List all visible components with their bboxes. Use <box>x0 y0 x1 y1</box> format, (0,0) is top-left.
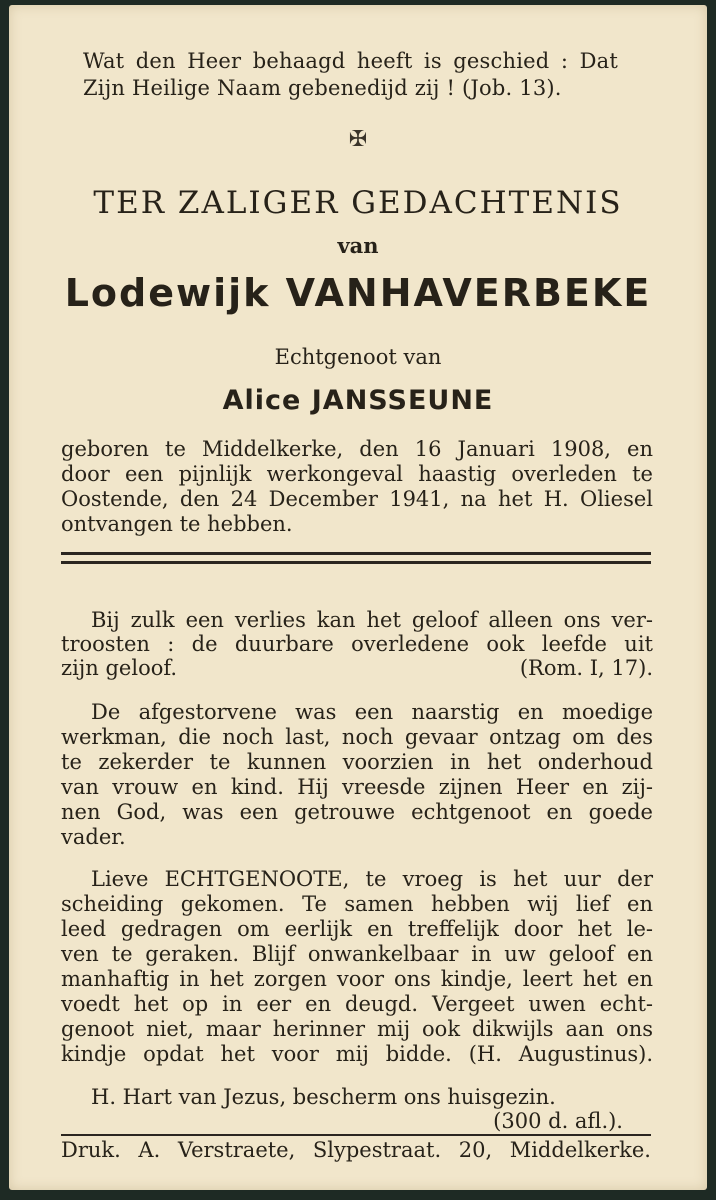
para2-line-6: vader. <box>61 825 126 849</box>
prayer-text: H. Hart van Jezus, bescherm ons huisgezin. <box>91 1085 556 1109</box>
memorial-title: TER ZALIGER GEDACHTENIS <box>93 185 623 221</box>
para1-reference: (Rom. I, 17). <box>519 656 653 680</box>
para3-line-6: voedt het op in eer en deugd. Vergeet uwen echt- <box>61 992 653 1016</box>
quote-line-2: Zijn Heilige Naam gebenedijd zij ! (Job. 13). <box>83 76 562 100</box>
footer-divider <box>61 1134 651 1136</box>
bio-line-1: geboren te Middelkerke, den 16 Januari 1908, en <box>61 437 653 461</box>
para2-line-5: nen God, was een getrouwe echtgenoot en goede <box>61 800 653 824</box>
para2-line-3: te zekerder te kunnen voorzien in het onderhoud <box>61 750 653 774</box>
deceased-name: Lodewijk VANHAVERBEKE <box>64 271 652 315</box>
para2-line-2: werkman, die noch last, noch gevaar ontzag om des <box>61 725 653 749</box>
divider-bottom <box>61 561 651 564</box>
bio-line-4: ontvangen te hebben. <box>61 512 293 536</box>
para3-line-3: leed gedragen om eerlijk en treffelijk door het le- <box>61 917 653 941</box>
bio-line-3: Oostende, den 24 December 1941, na het H. Oliesel <box>61 487 653 511</box>
para1-line-3: zijn geloof. <box>61 656 178 680</box>
para2-line-4: van vrouw en kind. Hij vreesde zijnen Heer en zij- <box>61 775 653 799</box>
printer-imprint: Druk. A. Verstraete, Slypestraat. 20, Middelkerke. <box>61 1138 651 1162</box>
bio-line-2: door een pijnlijk werkongeval haastig overleden te <box>61 462 653 486</box>
van-label: van <box>337 233 379 258</box>
para2-line-1: De afgestorvene was een naarstig en moedige <box>91 700 653 724</box>
para1-line-2: troosten : de duurbare overledene ook leefde uit <box>61 632 653 656</box>
para3-line-5: manhaftig in het zorgen voor ons kindje, leert het en <box>61 967 653 991</box>
indulgence-note: (300 d. afl.). <box>493 1109 623 1133</box>
spouse-label: Echtgenoot van <box>274 345 442 369</box>
memorial-card <box>9 5 707 1190</box>
para3-line-1: Lieve ECHTGENOOTE, te vroeg is het uur der <box>91 867 653 891</box>
spouse-name: Alice JANSSEUNE <box>222 385 494 416</box>
divider-top <box>61 552 651 555</box>
para3-line-7: genoot niet, maar herinner mij ook dikwijls aan ons <box>61 1017 653 1041</box>
cross-icon: ✠ <box>348 127 368 152</box>
para3-line-8: kindje opdat het voor mij bidde. (H. Augustinus). <box>61 1042 653 1066</box>
para3-line-2: scheiding gekomen. Te samen hebben wij lief en <box>61 892 653 916</box>
para1-line-1: Bij zulk een verlies kan het geloof alleen ons ver- <box>91 608 653 632</box>
para3-line-4: ven te geraken. Blijf onwankelbaar in uw geloof en <box>61 942 653 966</box>
quote-line-1: Wat den Heer behaagd heeft is geschied : Dat <box>83 49 618 73</box>
